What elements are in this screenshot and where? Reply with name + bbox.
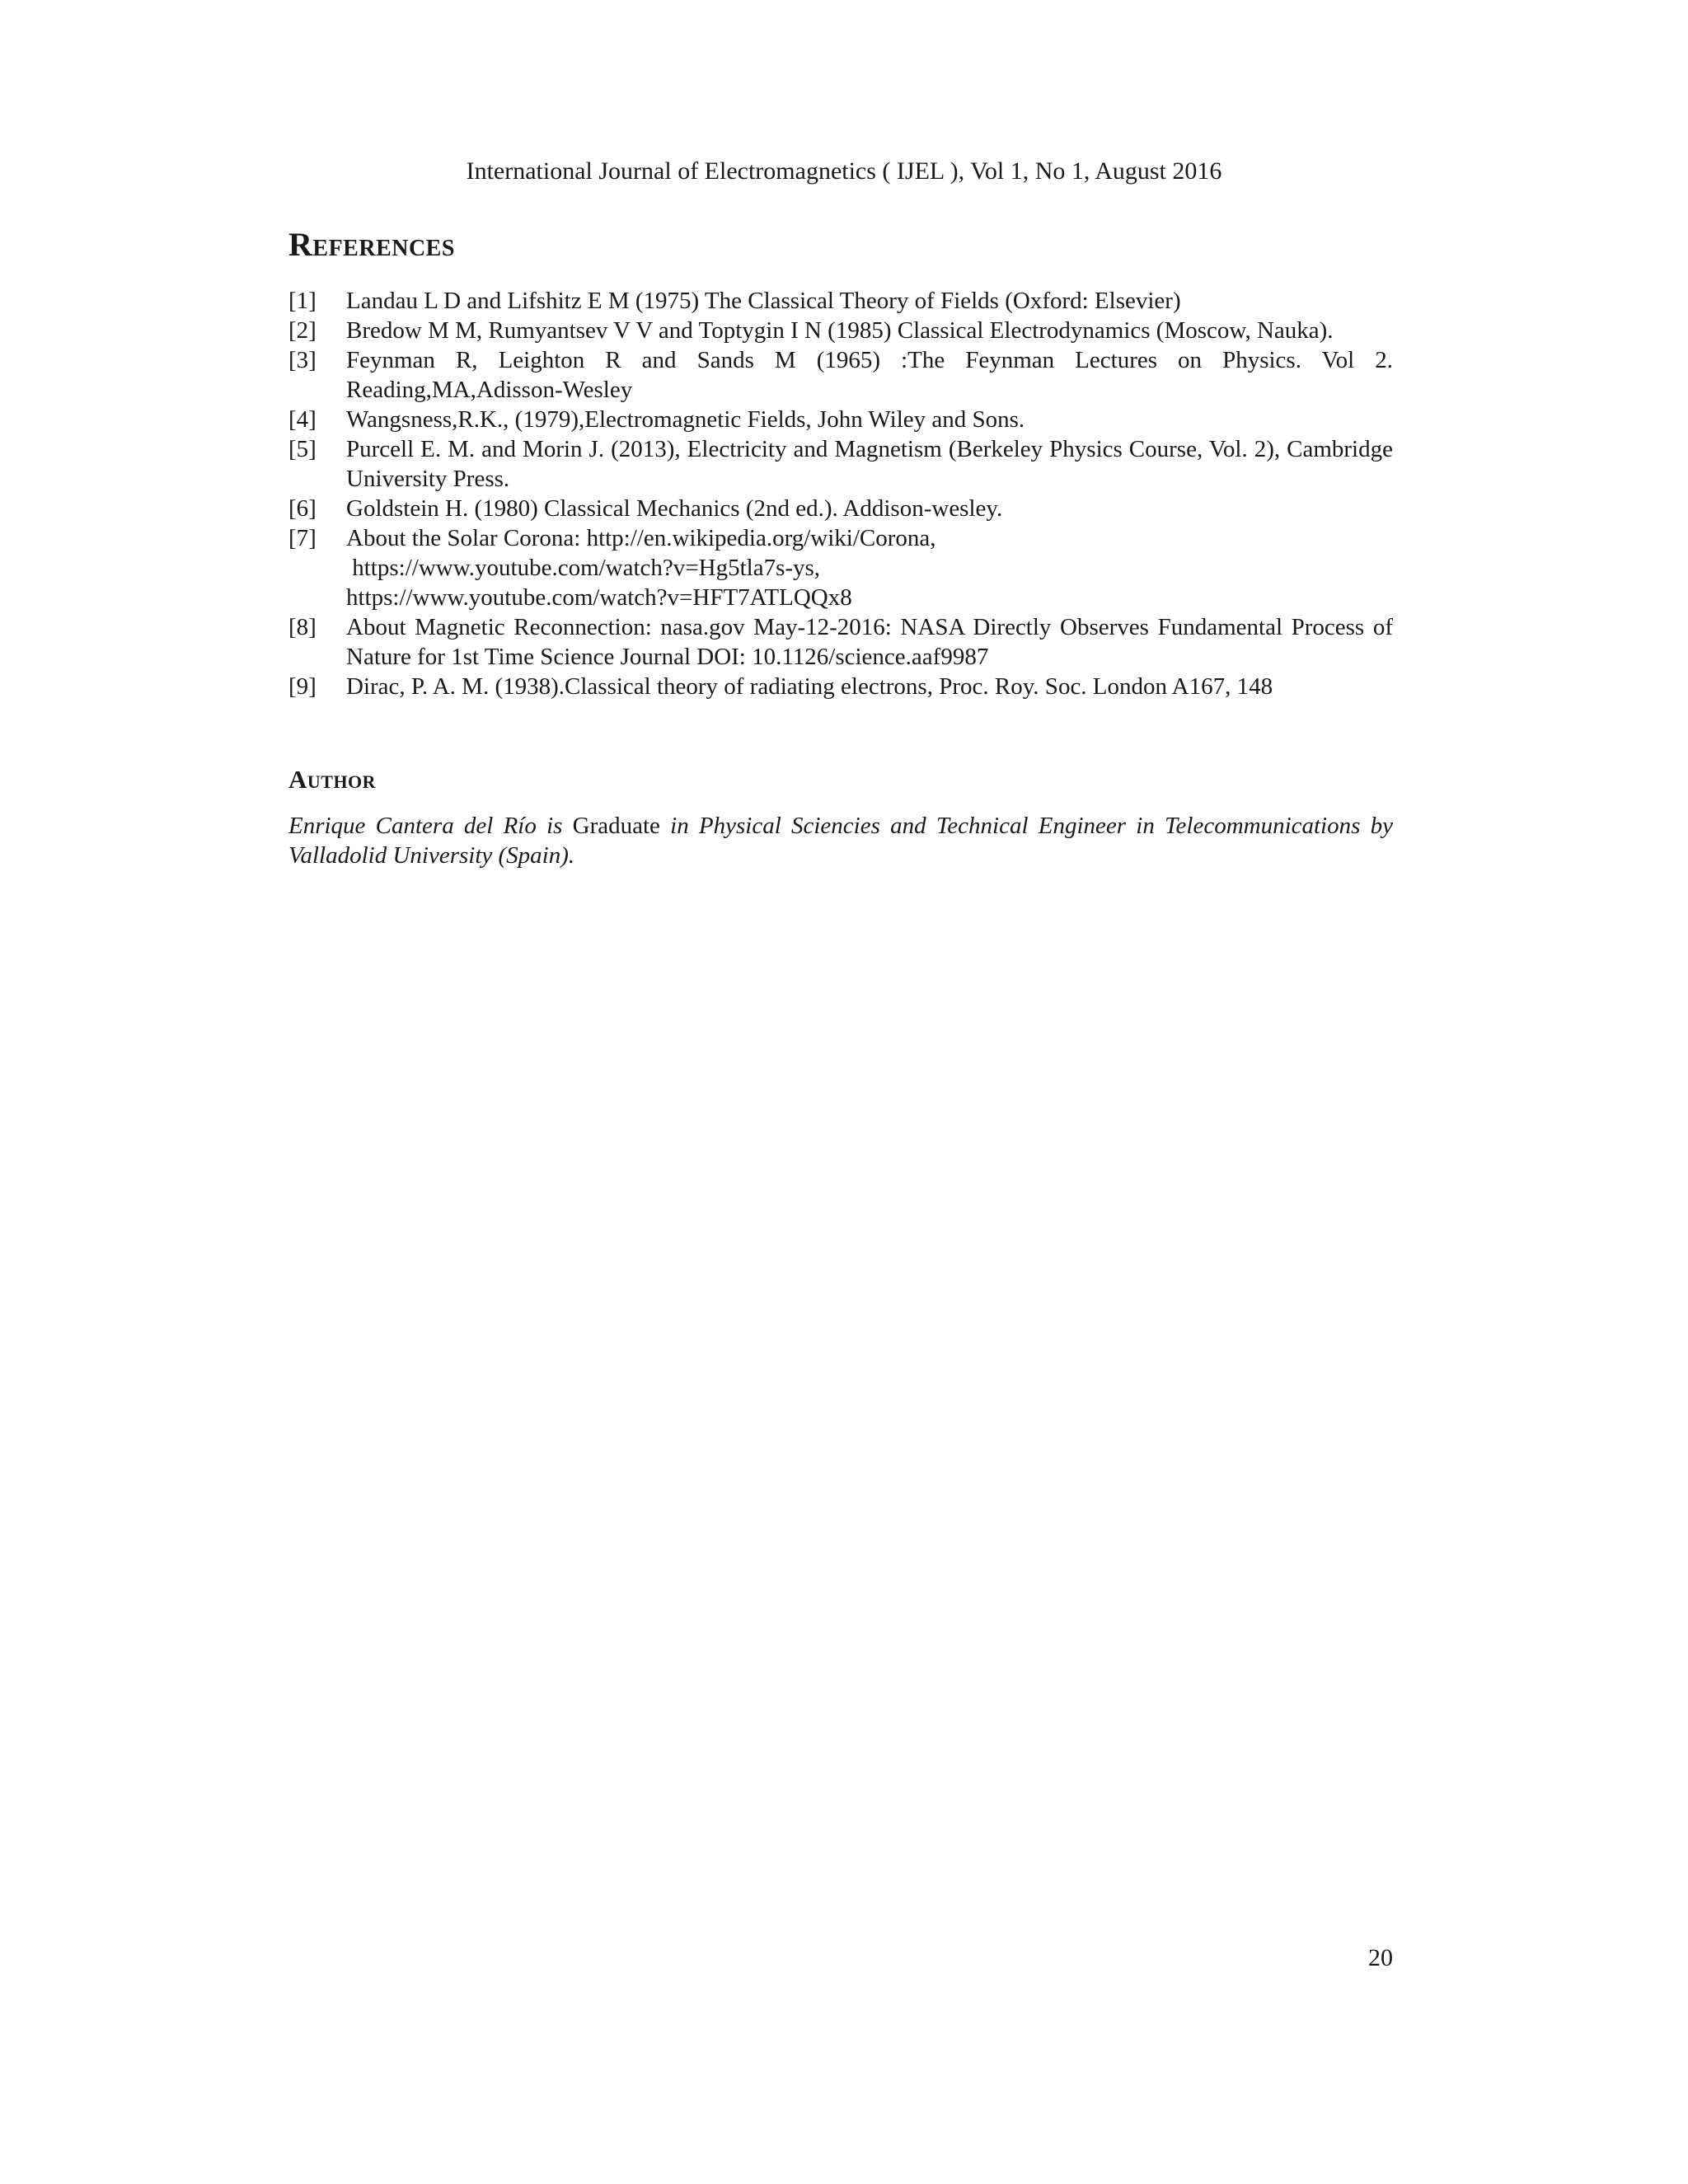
reference-list (288, 286, 1393, 701)
reference-number: [6] (288, 495, 316, 522)
reference-number: [9] (288, 673, 316, 700)
reference-number: [3] (288, 347, 316, 373)
reference-number: [4] (288, 406, 316, 433)
reference-text: Wangsness,R.K., (1979),Electromagnetic Fields, John Wiley and Sons. (346, 406, 1025, 433)
reference-number: [8] (288, 614, 316, 640)
reference-text: Goldstein H. (1980) Classical Mechanics (2nd ed.). Addison-wesley. (346, 495, 1003, 522)
author-bio (288, 811, 1393, 870)
author-name: Enrique Cantera del Río is (288, 813, 573, 839)
reference-text (346, 523, 1393, 612)
reference-text: Dirac, P. A. M. (1938).Classical theory of radiating electrons, Proc. Roy. Soc. London A167, 148 (346, 673, 1273, 700)
reference-number: [2] (288, 317, 316, 344)
reference-item-9 (288, 672, 1393, 701)
reference-item-1 (288, 286, 1393, 316)
reference-link[interactable]: https://www.youtube.com/watch?v=Hg5tla7s-ys, (346, 555, 821, 581)
author-heading: Author (288, 765, 377, 794)
author-affiliation: in Physical Sciencies and Technical Engineer in Telecommunications by Valladolid University (Spain). (288, 813, 1393, 869)
reference-item-2 (288, 316, 1393, 345)
reference-item-4 (288, 405, 1393, 434)
reference-text: Purcell E. M. and Morin J. (2013), Electricity and Magnetism (Berkeley Physics Course, Vol. 2), Cambridge University Press. (346, 436, 1393, 492)
page-number: 20 (1368, 1944, 1393, 1971)
reference-item-5 (288, 434, 1393, 494)
reference-number: [5] (288, 436, 316, 462)
reference-item-7 (288, 523, 1393, 612)
references-heading: References (288, 226, 455, 263)
author-degree: Graduate (572, 813, 660, 839)
reference-item-6 (288, 494, 1393, 523)
reference-number: [7] (288, 525, 316, 551)
reference-text: Feynman R, Leighton R and Sands M (1965) :The Feynman Lectures on Physics. Vol 2. Reading,MA,Adisson-Wesley (346, 347, 1393, 403)
reference-item-3 (288, 345, 1393, 405)
reference-line: About the Solar Corona: http://en.wikipedia.org/wiki/Corona, (346, 525, 936, 551)
reference-number: [1] (288, 288, 316, 314)
reference-item-8 (288, 612, 1393, 672)
reference-text: About Magnetic Reconnection: nasa.gov May-12-2016: NASA Directly Observes Fundamental Process of Nature for 1st Time Science Journal DOI: 10.1126/science.aaf9987 (346, 614, 1393, 670)
reference-text: Landau L D and Lifshitz E M (1975) The Classical Theory of Fields (Oxford: Elsevier) (346, 288, 1181, 314)
journal-header: International Journal of Electromagnetics ( IJEL ), Vol 1, No 1, August 2016 (466, 157, 1222, 185)
reference-text: Bredow M M, Rumyantsev V V and Toptygin I N (1985) Classical Electrodynamics (Moscow, Nauka). (346, 317, 1334, 344)
reference-link[interactable]: https://www.youtube.com/watch?v=HFT7ATLQQx8 (346, 584, 852, 611)
